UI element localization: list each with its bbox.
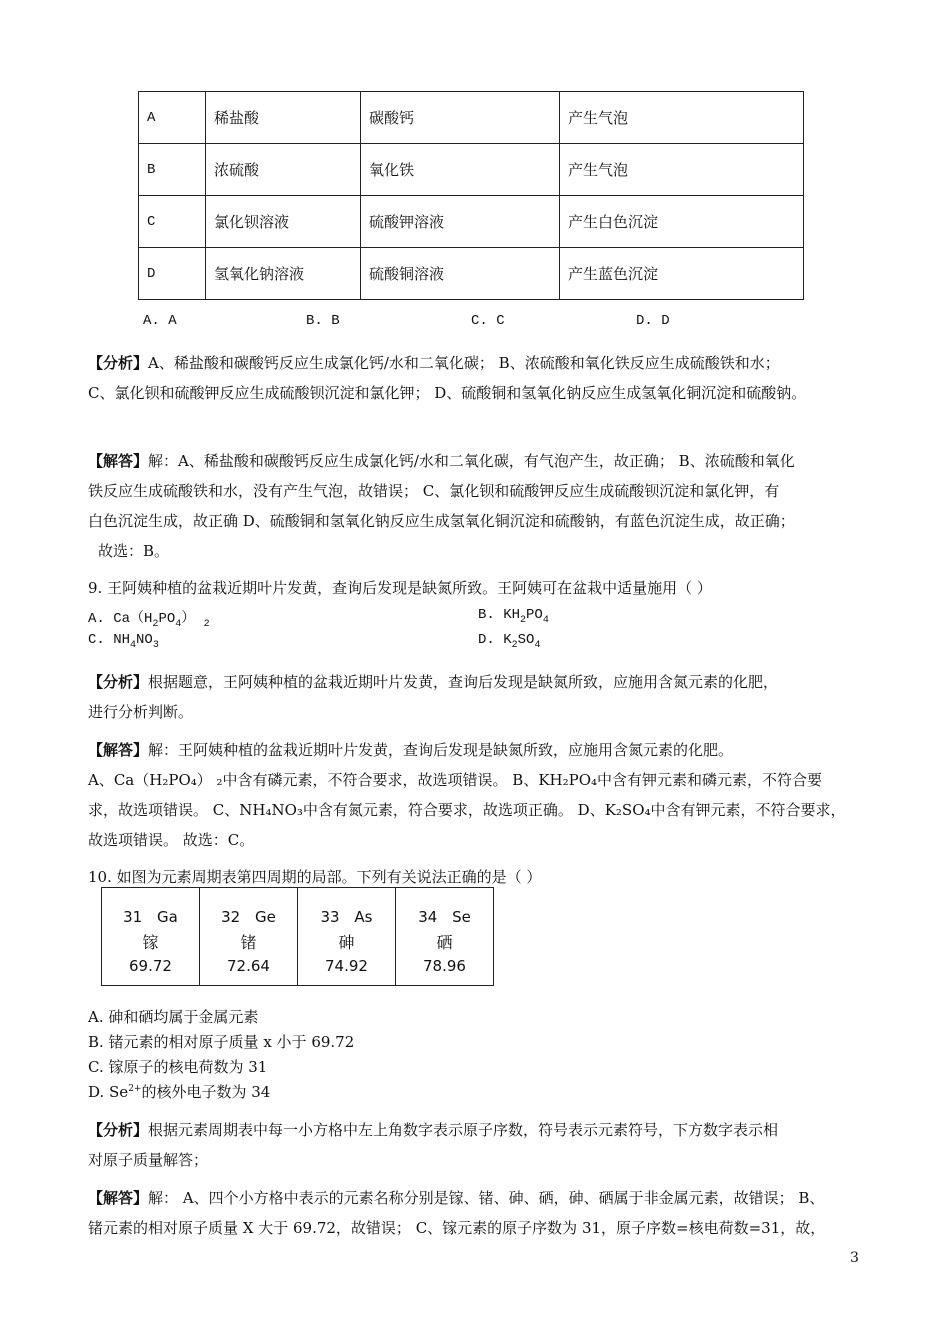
element-cell-ge: 32 Ge 锗 72.64 bbox=[200, 888, 298, 986]
answer-label: 【解答】 bbox=[88, 741, 149, 759]
table-cell: 浓硫酸 bbox=[206, 144, 361, 196]
table-cell: 氯化钡溶液 bbox=[206, 196, 361, 248]
table-cell: 碳酸钙 bbox=[361, 92, 560, 144]
q8-analysis-line1 bbox=[88, 352, 780, 373]
q10-stem: 10. 如图为元素周期表第四周期的局部。下列有关说法正确的是（ ） bbox=[88, 868, 542, 886]
q9-option-b: B. $KH_2PO_4$ bbox=[478, 607, 549, 626]
element-cell-as: 33 As 砷 74.92 bbox=[298, 888, 396, 986]
analysis-text: 根据题意，王阿姨种植的盆栽近期叶片发黄，查询后发现是缺氮所致，应施用含氮元素的化肥， bbox=[148, 673, 779, 691]
q9-option-c: C. $NH_4NO_3$ bbox=[88, 632, 159, 651]
q9-stem: 9. 王阿姨种植的盆栽近期叶片发黄，查询后发现是缺氮所致。王阿姨可在盆栽中适量施用（ ） bbox=[88, 579, 712, 597]
q10-answer-line2: 锗元素的相对原子质量 X 大于 69.72，故错误； C、镓元素的原子序数为 31，原子序数=核电荷数=31，故， bbox=[88, 1219, 826, 1237]
table-row bbox=[139, 144, 804, 196]
q10-option-c: C. 镓原子的核电荷数为 31 bbox=[88, 1058, 268, 1076]
q8-answer-line3: 白色沉淀生成，故正确 D、硫酸铜和氢氧化钠反应生成氢氧化铜沉淀和硫酸钠，有蓝色沉淀生成，故正确； bbox=[88, 512, 795, 530]
q8-analysis-line2: C、氯化钡和硫酸钾反应生成硫酸钡沉淀和氯化钾； D、硫酸铜和氢氧化钠反应生成氢氧化铜沉淀和硫酸钠。 bbox=[88, 384, 807, 402]
table-row bbox=[139, 248, 804, 300]
table-row bbox=[139, 92, 804, 144]
table-row bbox=[139, 196, 804, 248]
answer-text: 解：王阿姨种植的盆栽近期叶片发黄，查询后发现是缺氮所致，应施用含氮元素的化肥。 bbox=[148, 741, 734, 759]
q10-answer-line1 bbox=[88, 1187, 824, 1208]
table-cell: 产生气泡 bbox=[560, 92, 804, 144]
table-cell: 氧化铁 bbox=[361, 144, 560, 196]
q9-analysis-line2: 进行分析判断。 bbox=[88, 703, 194, 721]
q10-option-d: D. $Se^{2+}$的核外电子数为 34 bbox=[88, 1083, 271, 1101]
q10-option-a: A. 砷和硒均属于金属元素 bbox=[88, 1008, 259, 1026]
q9-answer-line2: A、Ca（H₂PO₄） ₂中含有磷元素，不符合要求，故选项错误。 B、KH₂PO₄中含有钾元素和磷元素，不符合要 bbox=[88, 771, 823, 789]
analysis-label: 【分析】 bbox=[88, 354, 149, 372]
q8-option-c: C. C bbox=[471, 313, 505, 329]
analysis-text: A、稀盐酸和碳酸钙反应生成氯化钙/水和二氧化碳； B、浓硫酸和氧化铁反应生成硫酸铁和水； bbox=[148, 354, 780, 372]
q9-answer-line1 bbox=[88, 739, 733, 760]
q9-option-a: A. $Ca(H_2PO_4)$ $_2$ bbox=[88, 611, 210, 630]
q8-option-d: D. D bbox=[636, 313, 670, 329]
table-cell: 硫酸钾溶液 bbox=[361, 196, 560, 248]
answer-text: 解： A、四个小方格中表示的元素名称分别是镓、锗、砷、硒，砷、硒属于非金属元素，故错误； B、 bbox=[148, 1189, 825, 1207]
table-cell: D bbox=[139, 248, 206, 300]
periodic-table-fragment bbox=[101, 887, 494, 986]
answer-text: 解：A、稀盐酸和碳酸钙反应生成氯化钙/水和二氧化碳，有气泡产生，故正确； B、浓硫酸和氧化 bbox=[148, 452, 795, 470]
q8-answer-line4: 故选：B。 bbox=[98, 542, 170, 560]
q8-answer-line2: 铁反应生成硫酸铁和水，没有产生气泡，故错误； C、氯化钡和硫酸钾反应生成硫酸钡沉淀和氯化钾，有 bbox=[88, 482, 780, 500]
table-cell: 产生气泡 bbox=[560, 144, 804, 196]
q8-option-a: A. A bbox=[143, 313, 177, 329]
table-cell: 产生蓝色沉淀 bbox=[560, 248, 804, 300]
table-cell: 氢氧化钠溶液 bbox=[206, 248, 361, 300]
analysis-label: 【分析】 bbox=[88, 673, 149, 691]
q10-analysis-line1 bbox=[88, 1119, 778, 1140]
answer-label: 【解答】 bbox=[88, 452, 149, 470]
q8-table bbox=[138, 91, 804, 300]
table-cell: C bbox=[139, 196, 206, 248]
analysis-label: 【分析】 bbox=[88, 1121, 149, 1139]
q9-option-d: D. $K_2SO_4$ bbox=[478, 632, 541, 651]
table-cell: 硫酸铜溶液 bbox=[361, 248, 560, 300]
q10-analysis-line2: 对原子质量解答； bbox=[88, 1151, 209, 1169]
table-cell: B bbox=[139, 144, 206, 196]
q8-option-b: B. B bbox=[306, 313, 340, 329]
analysis-text: 根据元素周期表中每一小方格中左上角数字表示原子序数，符号表示元素符号，下方数字表示相 bbox=[148, 1121, 779, 1139]
q8-answer-line1 bbox=[88, 450, 795, 471]
answer-label: 【解答】 bbox=[88, 1189, 149, 1207]
table-cell: 稀盐酸 bbox=[206, 92, 361, 144]
table-cell: 产生白色沉淀 bbox=[560, 196, 804, 248]
element-cell-se: 34 Se 硒 78.96 bbox=[396, 888, 494, 986]
q9-answer-line3: 求，故选项错误。 C、NH₄NO₃中含有氮元素，符合要求，故选项正确。 D、K₂SO₄中含有钾元素，不符合要求， bbox=[88, 801, 846, 819]
table-cell: A bbox=[139, 92, 206, 144]
q9-analysis-line1 bbox=[88, 671, 778, 692]
q10-option-b: B. 锗元素的相对原子质量 x 小于 69.72 bbox=[88, 1033, 355, 1051]
page-number: 3 bbox=[850, 1250, 859, 1266]
q9-answer-line4: 故选项错误。 故选：C。 bbox=[88, 831, 255, 849]
element-cell-ga: 31 Ga 镓 69.72 bbox=[102, 888, 200, 986]
